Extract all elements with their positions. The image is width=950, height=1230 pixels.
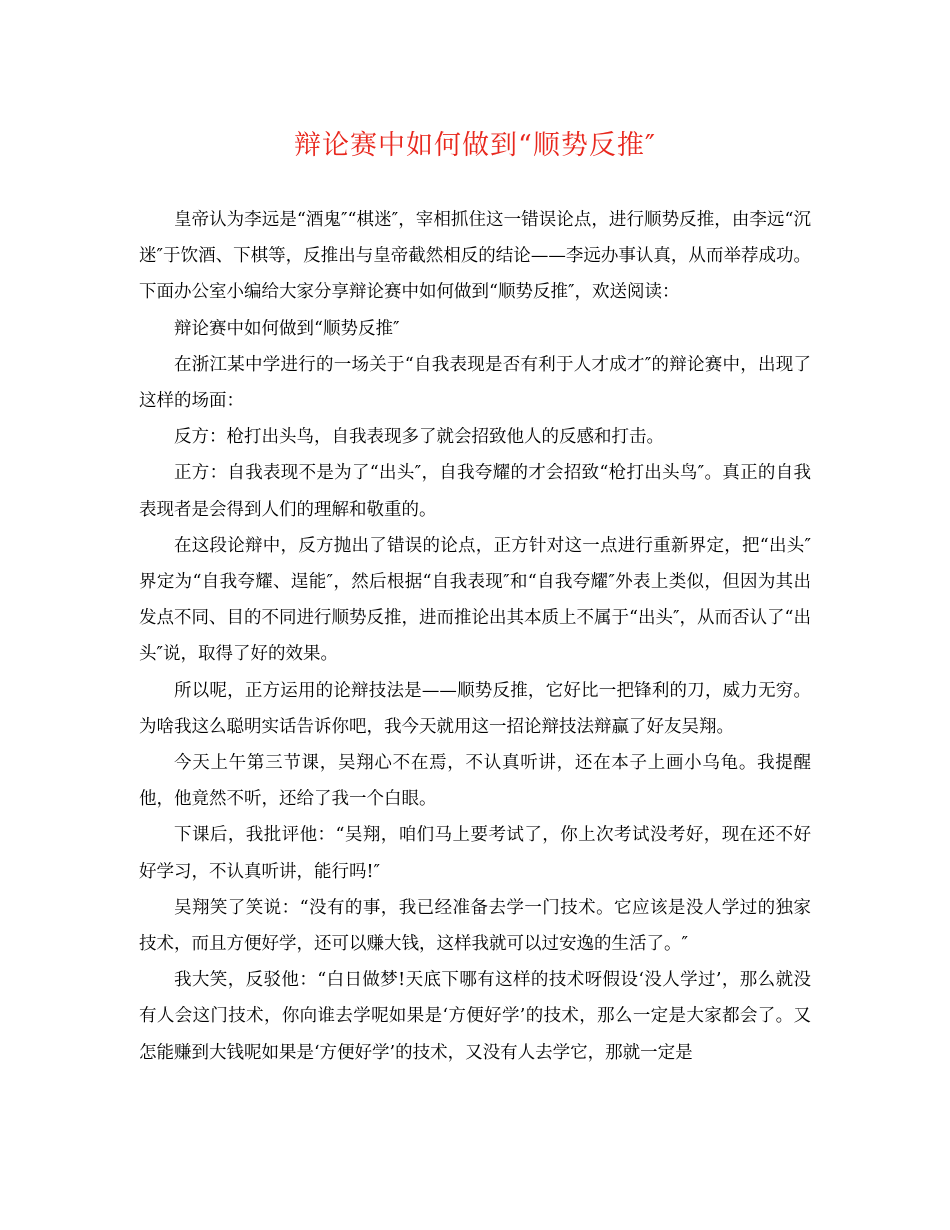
paragraph: 在浙江某中学进行的一场关于“自我表现是否有利于人才成才″的辩论赛中，出现了这样的场面：	[139, 354, 811, 412]
document-body	[139, 202, 811, 1071]
paragraph: 今天上午第三节课，吴翔心不在焉，不认真听讲，还在本子上画小乌龟。我提醒他，他竟然不听，还给了我一个白眼。	[139, 753, 811, 810]
paragraph: 在这段论辩中，反方抛出了错误的论点，正方针对这一点进行重新界定，把“出头″界定为“自我夸耀、逞能″，然后根据“自我表现″和“自我夸耀″外表上类似，但因为其出发点不同、目的不同进行顺势反推，进而推论出其本质上不属于“出头″，从而否认了“出头″说，取得了好的效果。	[139, 535, 811, 665]
document-title: 辩论赛中如何做到“顺势反推″	[294, 130, 656, 161]
paragraph: 下课后，我批评他：“吴翔，咱们马上要考试了，你上次考试没考好，现在还不好好学习，不认真听讲，能行吗!″	[139, 825, 811, 882]
paragraph: 正方：自我表现不是为了“出头″，自我夸耀的才会招致“枪打出头鸟″。真正的自我表现者是会得到人们的理解和敬重的。	[139, 463, 811, 520]
paragraph: 所以呢，正方运用的论辩技法是——顺势反推，它好比一把锋利的刀，威力无穷。为啥我这么聪明实话告诉你吧，我今天就用这一招论辩技法辩赢了好友吴翔。	[139, 680, 811, 737]
paragraph: 反方：枪打出头鸟，自我表现多了就会招致他人的反感和打击。	[174, 427, 664, 448]
paragraph: 皇帝认为李远是“酒鬼″“棋迷″，宰相抓住这一错误论点，进行顺势反推，由李远“沉迷″于饮酒、下棋等，反推出与皇帝截然相反的结论——李远办事认真，从而举荐成功。下面办公室小编给大家分享辩论赛中如何做到“顺势反推″，欢送阅读：	[139, 210, 811, 303]
paragraph: 我大笑，反驳他：“白日做梦!天底下哪有这样的技术呀假设‘没人学过’，那么就没有人会这门技术，你向谁去学呢如果是‘方便好学’的技术，那么一定是大家都会了。又怎能赚到大钱呢如果是‘方便好学’的技术，又没有人去学它，那就一定是	[139, 970, 811, 1063]
paragraph: 辩论赛中如何做到“顺势反推″	[174, 318, 400, 339]
paragraph: 吴翔笑了笑说：“没有的事，我已经准备去学一门技术。它应该是没人学过的独家技术，而且方便好学，还可以赚大钱，这样我就可以过安逸的生活了。″	[139, 897, 811, 955]
